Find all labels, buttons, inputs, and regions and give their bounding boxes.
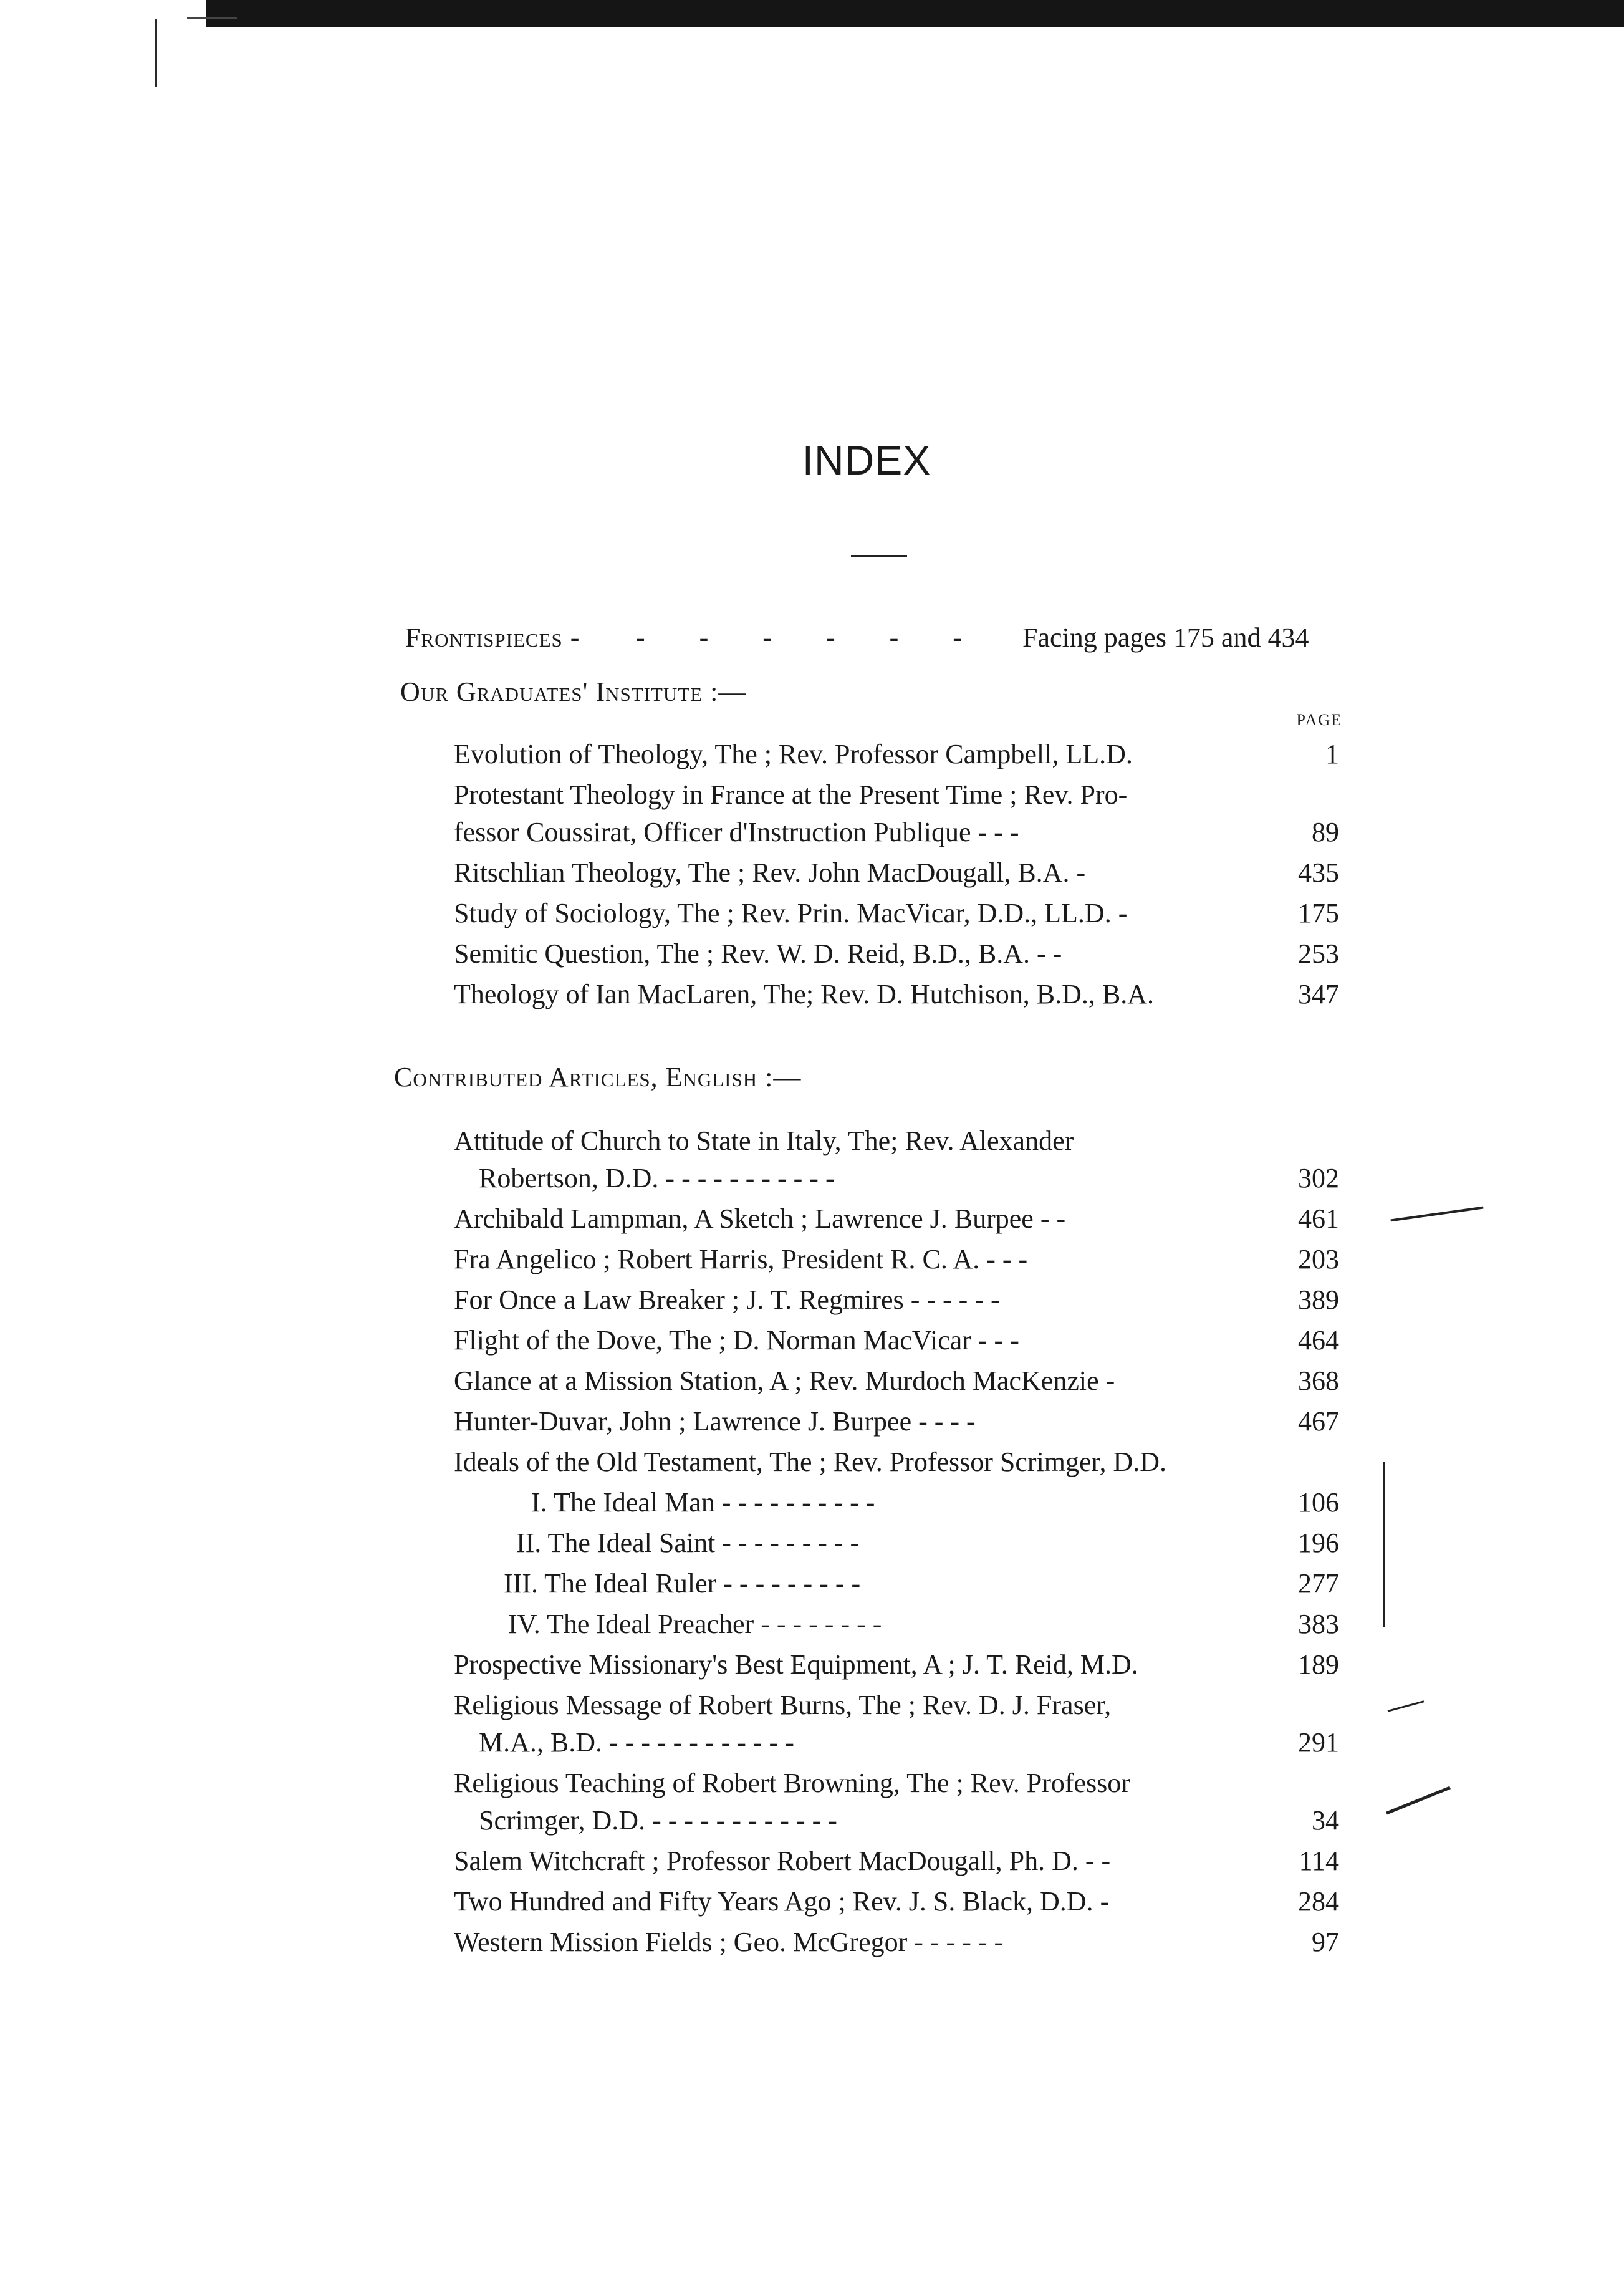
entry-line: IV. The Ideal Preacher - - - - - - - - <box>508 1609 882 1639</box>
scan-top-border-fade <box>187 17 237 19</box>
entry-page: 277 <box>1298 1568 1339 1599</box>
entry-line: II. The Ideal Saint - - - - - - - - - <box>516 1528 860 1558</box>
entry-line: I. The Ideal Man - - - - - - - - - - <box>531 1487 875 1518</box>
entry-page: 291 <box>1298 1727 1339 1758</box>
entry-line: M.A., B.D. - - - - - - - - - - - - <box>479 1727 794 1758</box>
frontispieces-label: Frontispieces - <box>405 622 580 653</box>
entry-line: Ideals of the Old Testament, The ; Rev. Professor Scrimger, D.D. <box>454 1447 1166 1477</box>
entry-line: Flight of the Dove, The ; D. Norman MacVicar - - - <box>454 1325 1019 1356</box>
frontispieces-value: Facing pages 175 and 434 <box>1022 622 1309 653</box>
section-heading-contributed: Contributed Articles, English :— <box>394 1062 802 1092</box>
entry-line: Study of Sociology, The ; Rev. Prin. MacVicar, D.D., LL.D. - <box>454 898 1128 928</box>
entry-line: Ritschlian Theology, The ; Rev. John MacDougall, B.A. - <box>454 857 1086 888</box>
entry-line: III. The Ideal Ruler - - - - - - - - - <box>504 1568 861 1599</box>
title-rule <box>851 555 907 557</box>
entry-page: 106 <box>1298 1487 1339 1518</box>
entry-page: 114 <box>1299 1846 1339 1876</box>
margin-bracket <box>1383 1462 1385 1627</box>
entry-line: Hunter-Duvar, John ; Lawrence J. Burpee - - - - <box>454 1406 976 1437</box>
entry-line: Religious Teaching of Robert Browning, The ; Rev. Professor <box>454 1768 1130 1798</box>
entry-line: Religious Message of Robert Burns, The ; Rev. D. J. Fraser, <box>454 1690 1112 1720</box>
entry-line: Evolution of Theology, The ; Rev. Professor Campbell, LL.D. <box>454 739 1133 769</box>
entry-line: Prospective Missionary's Best Equipment, A ; J. T. Reid, M.D. <box>454 1649 1138 1680</box>
entry-page: 89 <box>1312 817 1339 847</box>
entry-line: Attitude of Church to State in Italy, The; Rev. Alexander <box>454 1125 1074 1156</box>
margin-mark <box>1388 1700 1425 1712</box>
entry-line: Salem Witchcraft ; Professor Robert MacDougall, Ph. D. - - <box>454 1846 1111 1876</box>
entry-line: Glance at a Mission Station, A ; Rev. Murdoch MacKenzie - <box>454 1366 1115 1396</box>
entry-line: For Once a Law Breaker ; J. T. Regmires - - - - - - <box>454 1284 1000 1315</box>
entry-page: 34 <box>1312 1805 1339 1836</box>
entry-page: 302 <box>1298 1163 1339 1193</box>
entry-page: 383 <box>1298 1609 1339 1639</box>
entry-page: 1 <box>1325 739 1339 769</box>
margin-mark <box>1386 1786 1451 1815</box>
entry-line: Fra Angelico ; Robert Harris, President R. C. A. - - - <box>454 1244 1028 1274</box>
entry-page: 253 <box>1298 938 1339 969</box>
entry-page: 467 <box>1298 1406 1339 1437</box>
entry-line: Semitic Question, The ; Rev. W. D. Reid, B.D., B.A. - - <box>454 938 1062 969</box>
page-column-header: PAGE <box>1296 711 1342 729</box>
entry-line: fessor Coussirat, Officer d'Instruction Publique - - - <box>454 817 1019 847</box>
entry-page: 368 <box>1298 1366 1339 1396</box>
entry-line: Archibald Lampman, A Sketch ; Lawrence J. Burpee - - <box>454 1203 1066 1234</box>
entry-page: 284 <box>1298 1886 1339 1917</box>
entry-line: Theology of Ian MacLaren, The; Rev. D. Hutchison, B.D., B.A. <box>454 979 1154 1009</box>
entry-page: 461 <box>1298 1203 1339 1234</box>
scan-top-border <box>206 0 1624 27</box>
margin-mark <box>1390 1207 1483 1222</box>
entry-page: 97 <box>1312 1927 1339 1957</box>
entry-page: 203 <box>1298 1244 1339 1274</box>
entry-line: Robertson, D.D. - - - - - - - - - - - <box>479 1163 835 1193</box>
entry-line: Scrimger, D.D. - - - - - - - - - - - - <box>479 1805 837 1836</box>
entry-page: 347 <box>1298 979 1339 1009</box>
scan-left-mark <box>155 19 157 87</box>
entry-page: 389 <box>1298 1284 1339 1315</box>
entry-page: 435 <box>1298 857 1339 888</box>
entry-page: 464 <box>1298 1325 1339 1356</box>
page-title: INDEX <box>802 437 931 483</box>
frontispieces-dashes: - - - - - - <box>636 622 986 653</box>
section-heading-graduates: Our Graduates' Institute :— <box>400 677 747 707</box>
entry-line: Protestant Theology in France at the Present Time ; Rev. Pro- <box>454 779 1128 810</box>
entry-page: 196 <box>1298 1528 1339 1558</box>
entry-line: Western Mission Fields ; Geo. McGregor - - - - - - <box>454 1927 1004 1957</box>
entry-page: 175 <box>1298 898 1339 928</box>
entry-page: 189 <box>1298 1649 1339 1680</box>
entry-line: Two Hundred and Fifty Years Ago ; Rev. J. S. Black, D.D. - <box>454 1886 1110 1917</box>
